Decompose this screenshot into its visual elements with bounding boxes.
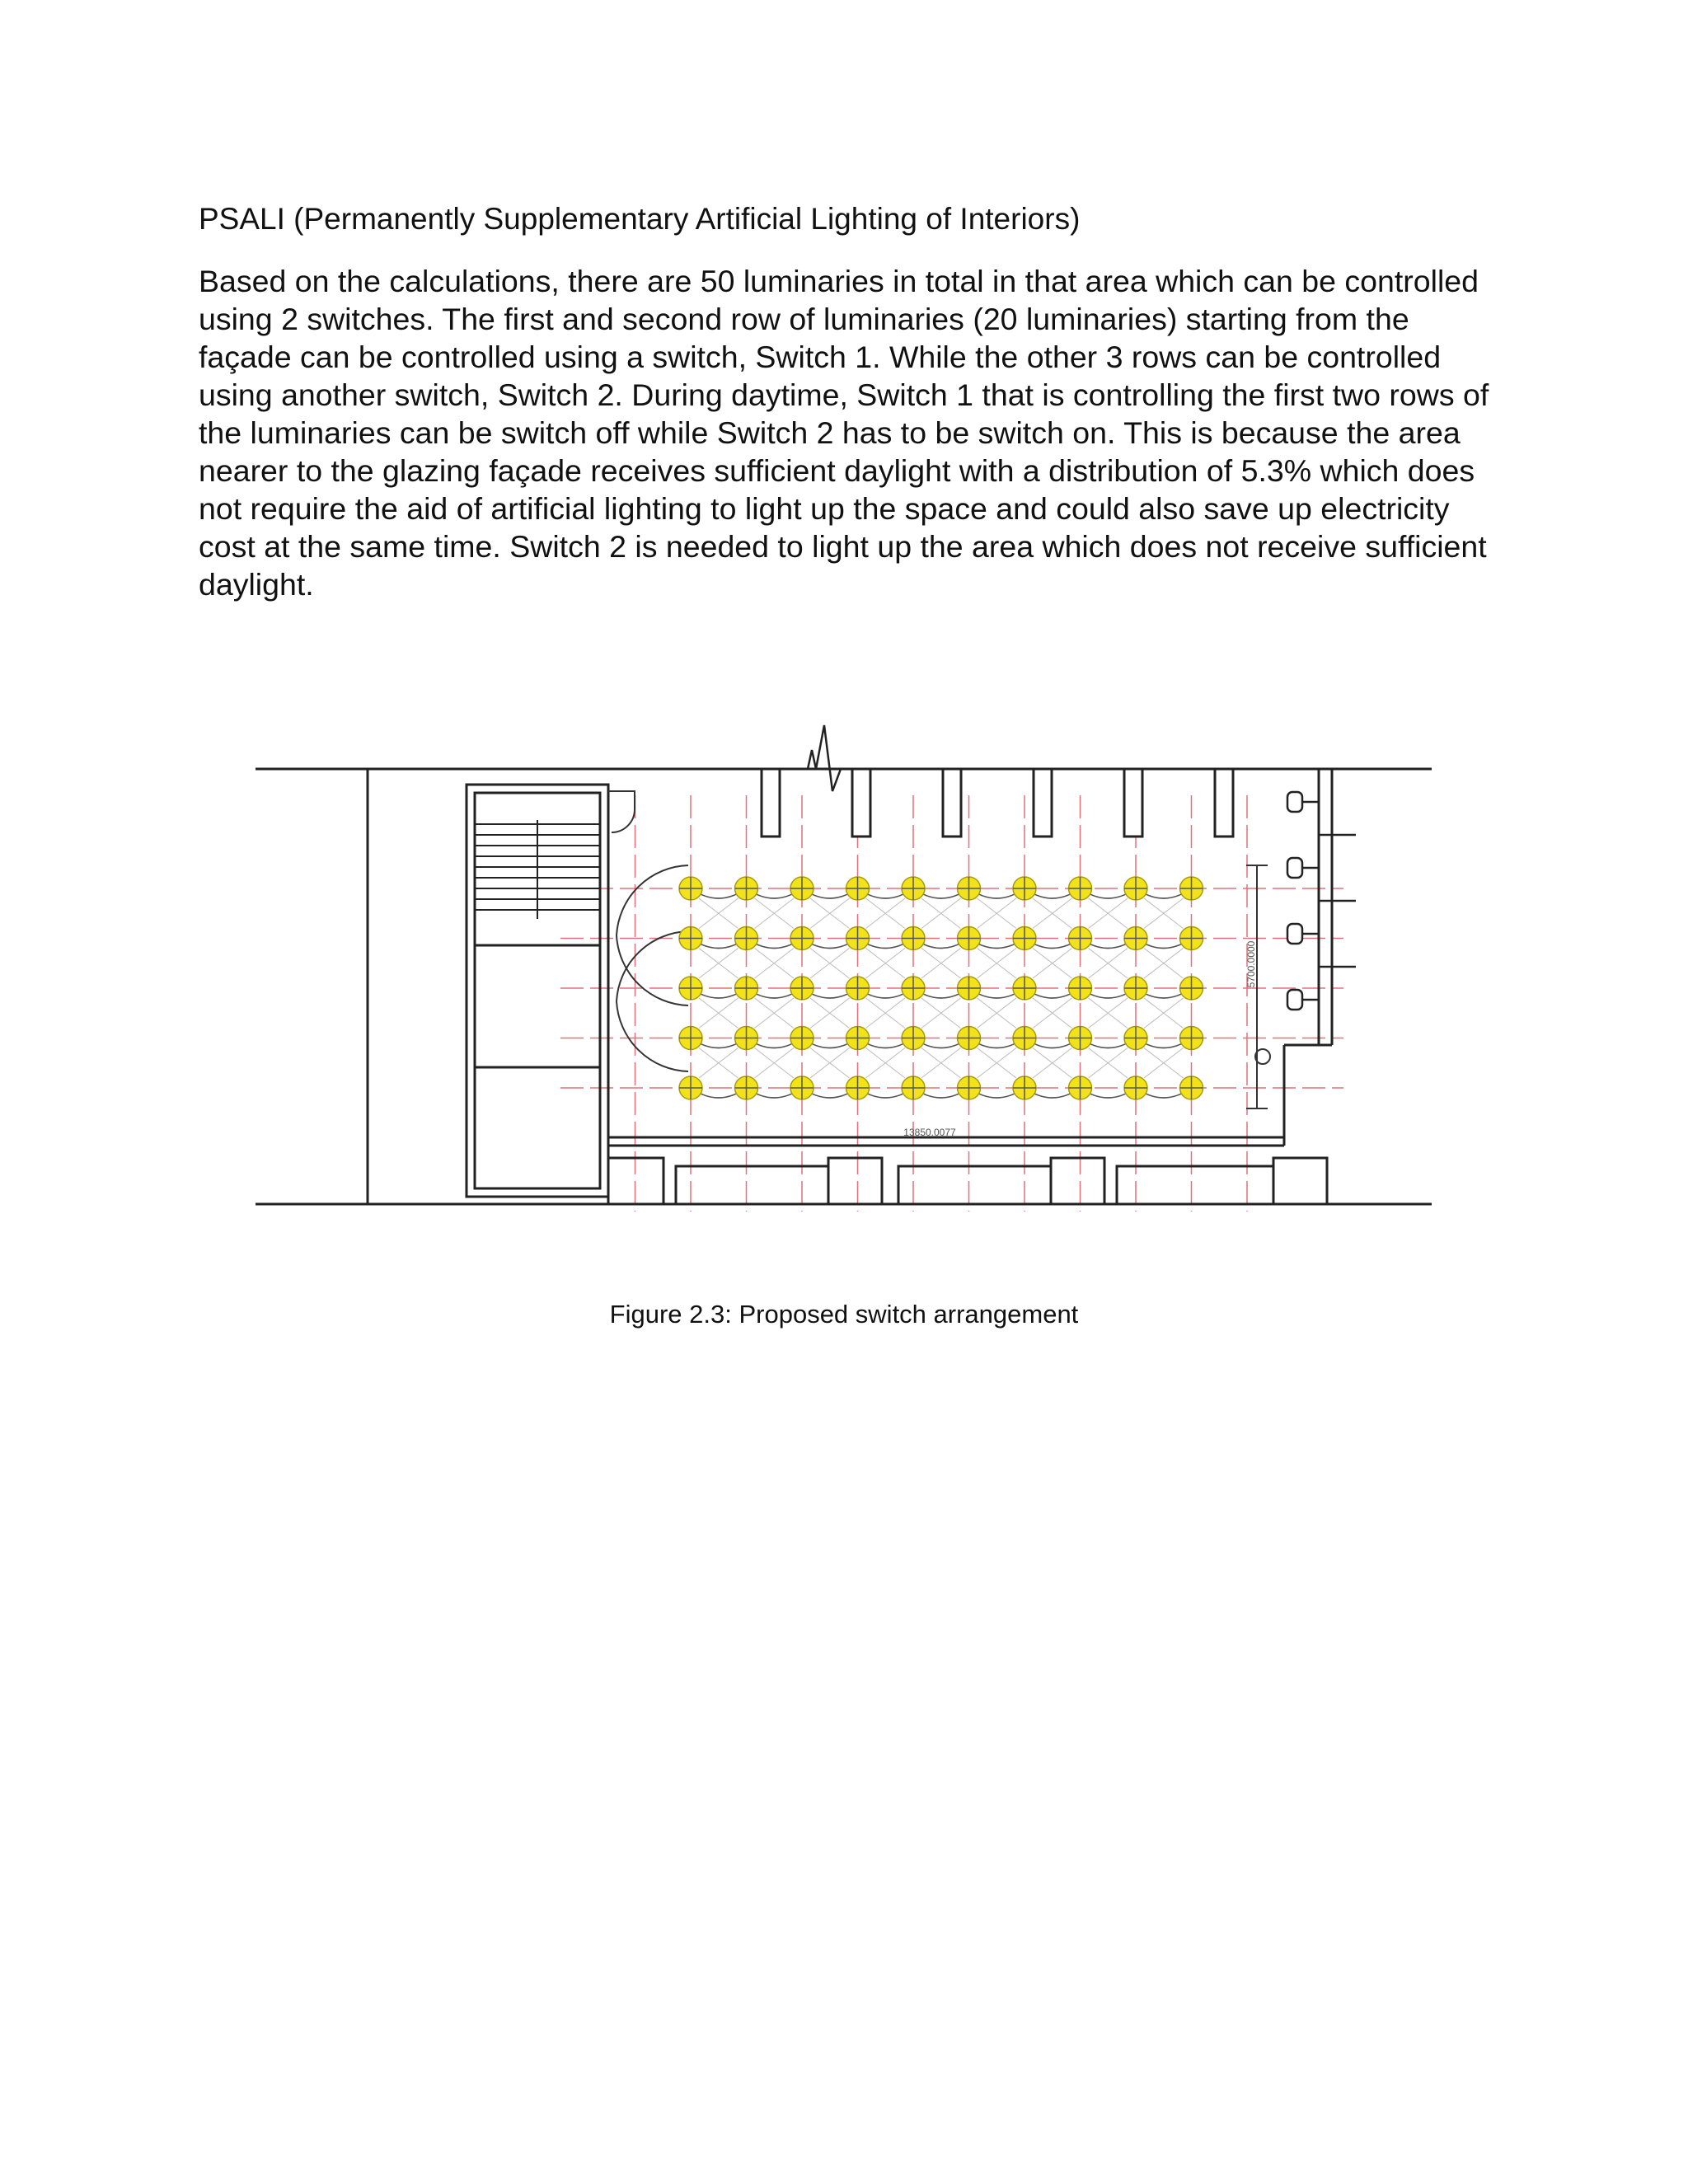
wc-fixture — [1287, 858, 1302, 878]
cross-hatch — [1033, 898, 1072, 929]
bottom-bay-2 — [898, 1166, 1051, 1204]
top-fin — [852, 769, 870, 837]
door-arc-lower — [617, 935, 688, 1005]
floor-plan-drawing — [247, 717, 1442, 1277]
cross-hatch — [921, 1048, 961, 1079]
cross-hatch — [755, 1048, 795, 1079]
cross-hatch — [699, 898, 738, 929]
reference-grid — [560, 795, 1343, 1212]
wc-fixtures — [1287, 792, 1356, 1010]
cross-hatch — [1033, 1048, 1072, 1079]
cross-hatch — [978, 1048, 1017, 1079]
wc-fixture — [1287, 792, 1302, 812]
luminaire-array — [679, 877, 1203, 1099]
cross-hatch — [810, 949, 850, 979]
cross-hatch — [921, 949, 961, 979]
cross-hatch — [866, 949, 906, 979]
cross-hatch — [1144, 1048, 1184, 1079]
cross-hatch — [755, 949, 795, 979]
dimension-horizontal-label: 13850.0077 — [903, 1127, 956, 1138]
cross-hatch — [699, 998, 738, 1029]
cross-hatch — [978, 949, 1017, 979]
door-arc-lower-2 — [617, 1001, 688, 1071]
page-heading: PSALI (Permanently Supplementary Artificial Lighting of Interiors) — [199, 202, 1081, 236]
cross-hatch — [810, 1048, 850, 1079]
bottom-bay-3 — [1117, 1166, 1273, 1204]
bottom-bay-1 — [676, 1166, 828, 1204]
cross-hatch — [978, 998, 1017, 1029]
top-fin — [1124, 769, 1142, 837]
cross-hatch — [1144, 949, 1184, 979]
wc-fixture — [1287, 924, 1302, 944]
bottom-pier-2 — [828, 1158, 882, 1204]
cross-hatch — [755, 998, 795, 1029]
cross-hatch — [810, 998, 850, 1029]
cross-hatch — [866, 1048, 906, 1079]
cross-hatch — [1089, 1048, 1128, 1079]
top-fin — [1034, 769, 1052, 837]
top-fins — [762, 769, 1233, 837]
figure-caption: Figure 2.3: Proposed switch arrangement — [609, 1300, 1079, 1329]
cross-hatch — [921, 998, 961, 1029]
top-fin — [1215, 769, 1233, 837]
cross-hatch — [1089, 898, 1128, 929]
cross-hatch — [755, 898, 795, 929]
cross-hatch — [1089, 998, 1128, 1029]
facade-band — [608, 1045, 1327, 1204]
door-arc-upper-2 — [617, 931, 688, 1001]
cross-hatch — [1144, 898, 1184, 929]
cross-hatch — [699, 949, 738, 979]
bottom-pier-4 — [1273, 1158, 1327, 1204]
floor-plan-figure — [247, 717, 1442, 1277]
staircase — [475, 820, 600, 919]
door-arc-upper — [617, 865, 688, 935]
top-fin — [943, 769, 961, 837]
cross-hatch — [810, 898, 850, 929]
body-paragraph: Based on the calculations, there are 50 luminaries in total in that area which can be controlled using 2 switches. The first and second row of luminaries (20 luminaries) starting from the façade can be controlled using a switch, Switch 1. While the other 3 rows can be controlled using another switch, Switch 2. During daytime, Switch 1 that is controlling the first two rows of the luminaries can be switch off while Switch 2 has to be switch on. This is because the area nearer to the glazing façade receives sufficient daylight with a distribution of 5.3% which does not require the aid of artificial lighting to light up the space and could also save up electricity cost at the same time. Switch 2 is needed to light up the area which does not receive sufficient daylight. — [199, 264, 1489, 602]
wc-fixture — [1287, 990, 1302, 1010]
bottom-pier-1 — [608, 1158, 663, 1204]
cross-hatch — [921, 898, 961, 929]
bottom-pier-3 — [1051, 1158, 1104, 1204]
door-top-notch — [608, 791, 635, 809]
cross-hatch — [978, 898, 1017, 929]
break-symbol — [808, 725, 841, 791]
door-swings — [608, 791, 688, 1071]
cross-hatch — [866, 898, 906, 929]
light-distribution — [691, 888, 1192, 1098]
door-top-arc — [612, 809, 635, 832]
cross-hatch — [866, 998, 906, 1029]
top-fin — [762, 769, 780, 837]
cross-hatch — [1033, 949, 1072, 979]
cross-hatch — [1089, 949, 1128, 979]
cross-hatch — [1033, 998, 1072, 1029]
cross-hatch — [1144, 998, 1184, 1029]
right-wall — [1319, 769, 1332, 1045]
cross-hatch — [699, 1048, 738, 1079]
dimension-vertical-label: 5700.0000 — [1245, 940, 1257, 988]
